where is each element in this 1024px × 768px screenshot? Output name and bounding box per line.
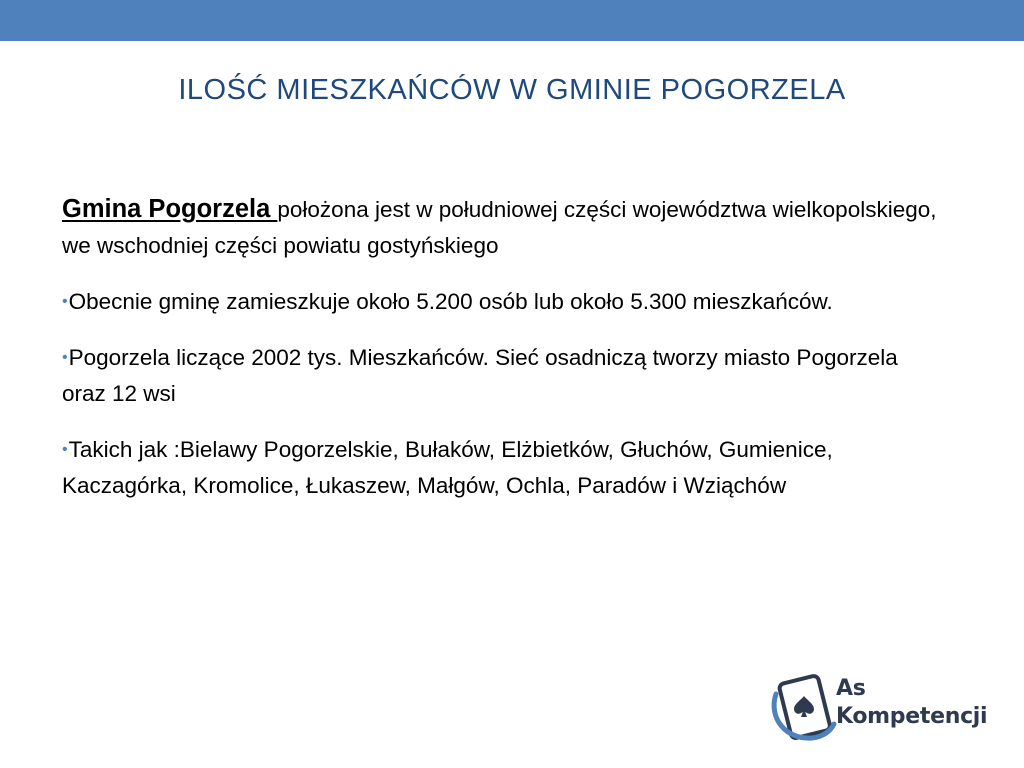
bullet-icon: • [62,293,68,310]
bullet-icon: • [62,441,68,458]
bullet-icon: • [62,349,68,366]
bullet-text: Obecnie gminę zamieszkuje około 5.200 osób lub około 5.300 mieszkańców. [68,289,833,314]
intro-paragraph [62,191,942,264]
logo-line-1: As [836,676,866,701]
as-kompetencji-logo [770,672,1000,744]
slide-title: ILOŚĆ MIESZKAŃCÓW W GMINIE POGORZELA [178,74,846,106]
slide-body [62,191,942,524]
card-spade-icon [770,672,840,744]
bullet-item [62,284,942,320]
intro-text: położona jest w południowej części województwa wielkopolskiego, we wschodniej części powiatu gostyńskiego [62,197,937,258]
intro-heading: Gmina Pogorzela [62,195,278,223]
bullet-text: Pogorzela liczące 2002 tys. Mieszkańców. Sieć osadniczą tworzy miasto Pogorzela oraz 12 wsi [62,345,898,406]
logo-wordmark [836,675,987,731]
logo-line-2: Kompetencji [836,704,988,729]
top-accent-bar [0,0,1024,41]
bullet-text: Takich jak :Bielawy Pogorzelskie, Bułaków, Elżbietków, Głuchów, Gumienice, Kaczagórka, Kromolice, Łukaszew, Małgów, Ochla, Paradów i Wziąchów [62,437,833,498]
bullet-item [62,340,942,412]
bullet-item [62,432,942,504]
